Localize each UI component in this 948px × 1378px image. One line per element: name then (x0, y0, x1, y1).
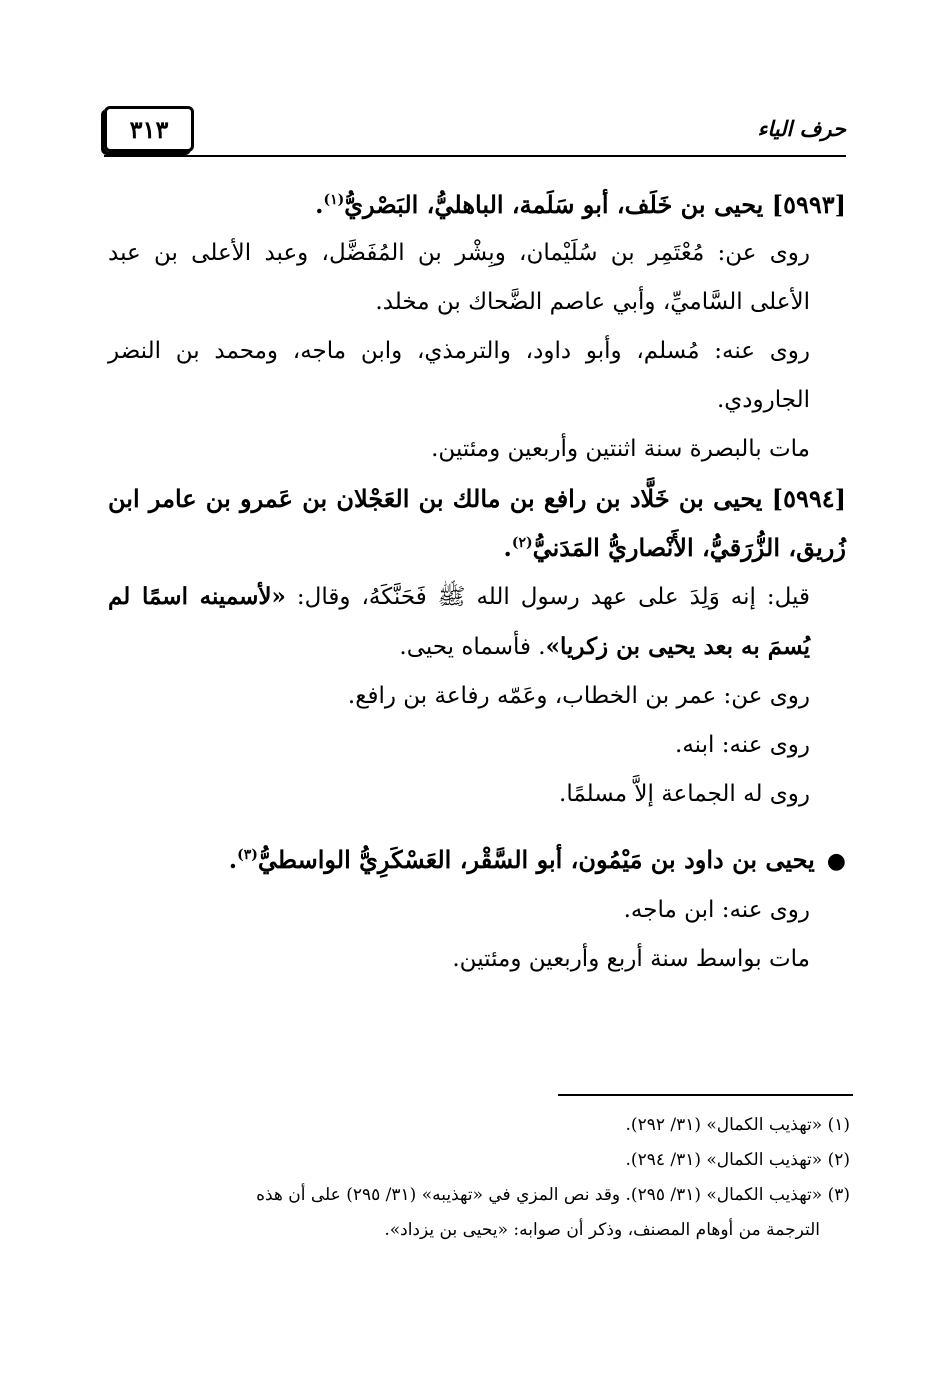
entry-5994-jamaa: روى له الجماعة إلاَّ مسلمًا. (559, 781, 810, 807)
page-number-box (104, 106, 194, 152)
entry-5993-death: مات بالبصرة سنة اثنتين وأربعين ومئتين. (431, 436, 810, 462)
footnote-3-line-2: الترجمة من أوهام المصنف، وذكر أن صوابه: «يحيى بن يزداد». (384, 1220, 820, 1240)
running-header-chapter: حرف الياء (757, 116, 846, 141)
entry-title-text: يحيى بن داود بن مَيْمُون، أبو السَّقْر، العَسْكَرِيُّ الواسطيُّ (257, 845, 815, 874)
footnote-1: (١) «تهذيب الكمال» (٣١/ ٢٩٢). (625, 1115, 850, 1135)
entry-5994-narrated-from: روى عن: عمر بن الخطاب، وعَمّه رفاعة بن رافع. (347, 683, 810, 709)
note-end: . فأسماه يحيى. (399, 634, 546, 660)
footnotes (108, 1108, 850, 1248)
footnote-2: (٢) «تهذيب الكمال» (٣١/ ٢٩٤). (625, 1150, 850, 1170)
bullet-icon: ● (826, 848, 846, 874)
footnote-rule (558, 1094, 853, 1096)
entry-title-text: [٥٩٩٣] يحيى بن خَلَف، أبو سَلَمة، الباهليُّ، البَصْريُّ (344, 190, 846, 219)
entry-title-text: [٥٩٩٤] يحيى بن خَلَّاد بن رافع بن مالك بن العَجْلان بن عَمرو بن عامر ابن زُريق، الزُّرَقيُّ، الأَنْصاريُّ المَدَنيُّ (108, 484, 846, 562)
entry-5994-narrated-by: روى عنه: ابنه. (675, 732, 810, 758)
footnote-3-line-1: (٣) «تهذيب الكمال» (٣١/ ٢٩٥). وقد نص المزي في «تهذيبه» (٣١/ ٢٩٥) على أن هذه (256, 1185, 850, 1205)
entry-5993-narrated-by: روى عنه: مُسلم، وأبو داود، والترمذي، وابن ماجه، ومحمد بن النضر الجارودي. (108, 338, 810, 413)
entry-5994-title: [٥٩٩٤] يحيى بن خَلَّاد بن رافع بن مالك بن العَجْلان بن عَمرو بن عامر ابن زُريق، الزُّرَقيُّ، الأَنْصاريُّ المَدَنيُّ$^{(٢)}$. (108, 484, 846, 562)
hadith-quote: «لأسمينه اسمًا لم يُسمَ به بعد يحيى بن زكريا» (108, 583, 810, 660)
header-rule (104, 155, 846, 157)
entry-bullet-narrated-by: روى عنه: ابن ماجه. (623, 897, 810, 923)
entry-5993-narrated-from: روى عن: مُعْتَمِر بن سُلَيْمان، وبِشْر بن المُفَضَّل، وعبد الأعلى بن عبد الأعلى السَّاميِّ، وأبي عاصم الضَّحاك بن مخلد. (108, 240, 810, 315)
entry-bullet-death: مات بواسط سنة أربع وأربعين ومئتين. (452, 946, 810, 972)
spacer (108, 819, 846, 835)
main-text (108, 180, 846, 984)
footnote-ref-1: (١) (323, 192, 345, 208)
note-text: قيل: إنه وَلِدَ على عهد رسول الله ﷺ فَحَنَّكَهُ، وقال: (285, 584, 810, 610)
footnote-ref-3: (٣) (237, 847, 258, 863)
entry-5993-title: [٥٩٩٣] يحيى بن خَلَف، أبو سَلَمة، الباهليُّ، البَصْريُّ$^{(١)}$. (315, 190, 846, 219)
page-number: ٣١٣ (129, 114, 169, 144)
entry-5994-note (108, 572, 846, 672)
entry-bullet-title: ●يحيى بن داود بن مَيْمُون، أبو السَّقْر، العَسْكَرِيُّ الواسطيُّ$^{(٣)}$. (228, 845, 846, 874)
footnote-ref-2: (٢) (511, 535, 533, 551)
